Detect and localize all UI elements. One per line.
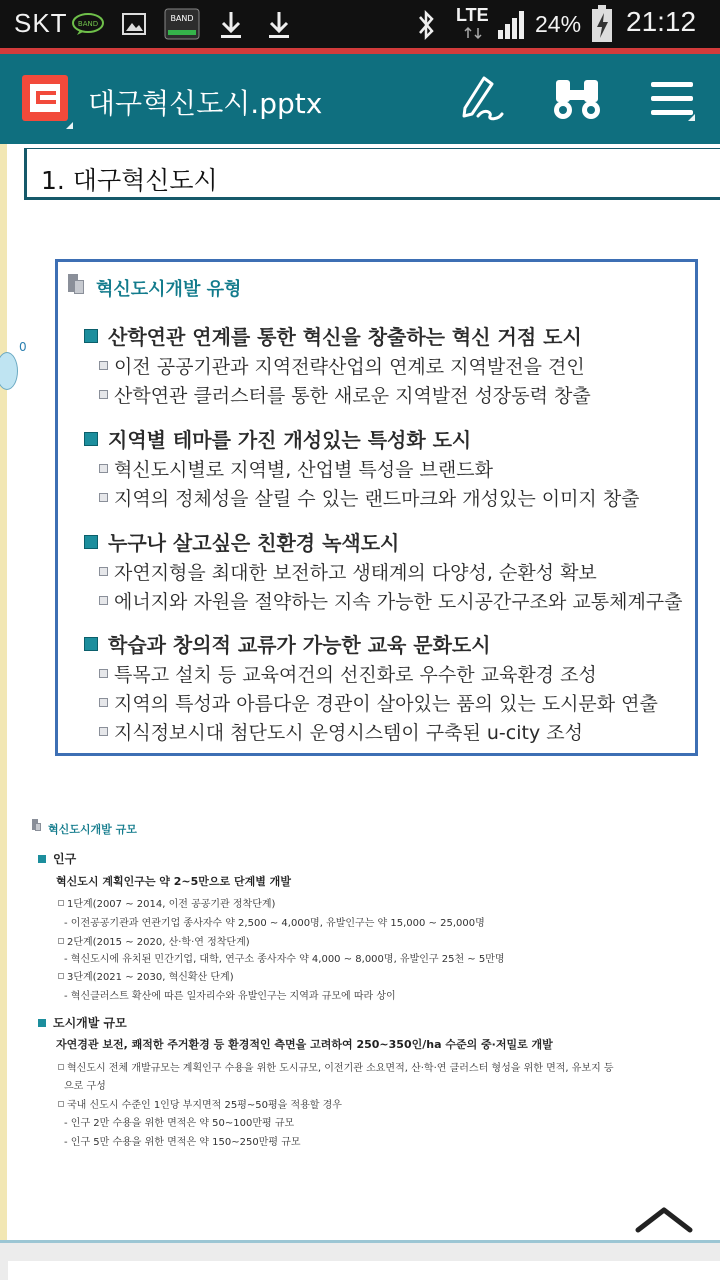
band-app-label: BAND bbox=[170, 14, 194, 23]
section-item: 에너지와 자원을 절약하는 지속 가능한 도시공간구조와 교통체계구출 bbox=[99, 587, 683, 614]
binoculars-search-icon[interactable] bbox=[550, 72, 604, 126]
handle-label: 0 bbox=[19, 340, 27, 354]
population-line: 1단계(2007 ~ 2014, 이전 공공기관 정착단계) bbox=[58, 895, 275, 910]
data-arrows-icon bbox=[462, 26, 486, 40]
box-heading: 혁신도시개발 유형 bbox=[96, 279, 242, 300]
population-summary: 혁신도시 계획인구는 약 2~5만으로 단계별 개발 bbox=[56, 875, 291, 888]
population-line: 3단계(2021 ~ 2030, 혁신확산 단계) bbox=[58, 968, 234, 983]
bluetooth-icon bbox=[414, 9, 438, 41]
signal-icon bbox=[496, 8, 530, 40]
development-line: 국내 신도시 수준인 1인당 부지면적 25평~50평을 적용할 경우 bbox=[58, 1096, 342, 1111]
network-type: LTE bbox=[456, 5, 489, 25]
selection-handle[interactable] bbox=[0, 352, 18, 390]
slide-title: 1. 대구혁신도시 bbox=[41, 166, 218, 195]
section-item: 자연지형을 최대한 보전하고 생태계의 다양성, 순환성 확보 bbox=[99, 558, 597, 585]
development-summary: 자연경관 보전, 쾌적한 주거환경 등 환경적인 측면을 고려하여 250~350인/ha 수준의 중·저밀로 개발 bbox=[56, 1038, 553, 1051]
download-icon-2 bbox=[266, 10, 292, 40]
section-item: 이전 공공기관과 지역전략산업의 연계로 지역발전을 견인 bbox=[99, 352, 585, 379]
development-line: - 인구 2만 수용을 위한 면적은 약 50~100만평 규모 bbox=[64, 1118, 295, 1129]
app-bar bbox=[0, 54, 720, 144]
development-line: 으로 구성 bbox=[64, 1081, 106, 1092]
section-icon bbox=[68, 274, 84, 294]
content-box bbox=[55, 259, 698, 756]
logo-menu-indicator bbox=[66, 122, 73, 129]
section-item: 혁신도시별로 지역별, 산업별 특성을 브랜드화 bbox=[99, 455, 493, 482]
scale-heading: 혁신도시개발 규모 bbox=[48, 823, 137, 836]
next-page-preview bbox=[8, 1261, 720, 1280]
development-line: - 인구 5만 수용을 위한 면적은 약 150~250만평 규모 bbox=[64, 1137, 301, 1148]
section-item: 지역의 특성과 아름다운 경관이 살아있는 품의 있는 도시문화 연출 bbox=[99, 689, 658, 716]
development-head: 도시개발 규모 bbox=[38, 1014, 127, 1031]
section-head-1: 산학연관 연계를 통한 혁신을 창출하는 혁신 거점 도시 bbox=[84, 321, 582, 350]
population-line: 2단계(2015 ~ 2020, 산·학·연 정착단계) bbox=[58, 933, 250, 948]
battery-percent: 24% bbox=[535, 11, 582, 37]
clock: 21:12 bbox=[626, 6, 697, 37]
pen-edit-icon[interactable] bbox=[454, 72, 508, 126]
app-logo-icon[interactable] bbox=[22, 75, 68, 121]
download-icon bbox=[218, 10, 244, 40]
next-page-strip bbox=[0, 1240, 720, 1280]
menu-indicator bbox=[688, 114, 695, 121]
section-head-3: 누구나 살고싶은 친환경 녹색도시 bbox=[84, 527, 399, 556]
development-line: 혁신도시 전체 개발규모는 계획인구 수용을 위한 도시규모, 이전기관 소요면적, 산·학·연 클러스터 형성을 위한 면적, 유보지 등 bbox=[58, 1059, 614, 1074]
slide-title-box bbox=[24, 148, 720, 200]
document-view[interactable] bbox=[0, 144, 720, 1240]
chevron-up-icon[interactable] bbox=[634, 1204, 694, 1234]
section-head-4: 학습과 창의적 교류가 가능한 교육 문화도시 bbox=[84, 629, 491, 658]
population-line: - 혁신도시에 유치된 민간기업, 대학, 연구소 종사자수 약 4,000 ~ 8,000명, 유발인구 25천 ~ 5만명 bbox=[64, 954, 505, 965]
population-head: 인구 bbox=[38, 850, 76, 867]
band-chat-label: BAND bbox=[77, 20, 99, 28]
population-line: - 혁신클러스트 확산에 따른 일자리수와 유발인구는 지역과 규모에 따라 상이 bbox=[64, 991, 396, 1002]
image-icon bbox=[122, 12, 148, 36]
section-item: 지식정보시대 첨단도시 운영시스템이 구축된 u-city 조성 bbox=[99, 718, 583, 745]
carrier-label: SKT bbox=[14, 8, 68, 38]
population-line: - 이전공공기관과 연관기업 종사자수 약 2,500 ~ 4,000명, 유발인구는 약 15,000 ~ 25,000명 bbox=[64, 918, 485, 929]
band-app-icon bbox=[164, 8, 200, 40]
section-item: 지역의 정체성을 살릴 수 있는 랜드마크와 개성있는 이미지 창출 bbox=[99, 484, 640, 511]
scale-section-icon bbox=[32, 819, 42, 831]
section-item: 산학연관 클러스터를 통한 새로운 지역발전 성장동력 창출 bbox=[99, 381, 591, 408]
status-bar bbox=[0, 0, 720, 48]
section-head-2: 지역별 테마를 가진 개성있는 특성화 도시 bbox=[84, 424, 471, 453]
chat-bubble-icon bbox=[72, 12, 106, 36]
document-title: 대구혁신도시.pptx bbox=[88, 87, 323, 120]
page-margin bbox=[0, 144, 7, 1240]
section-item: 특목고 설치 등 교육여건의 선진화로 우수한 교육환경 조성 bbox=[99, 660, 597, 687]
battery-charging-icon bbox=[590, 4, 614, 44]
